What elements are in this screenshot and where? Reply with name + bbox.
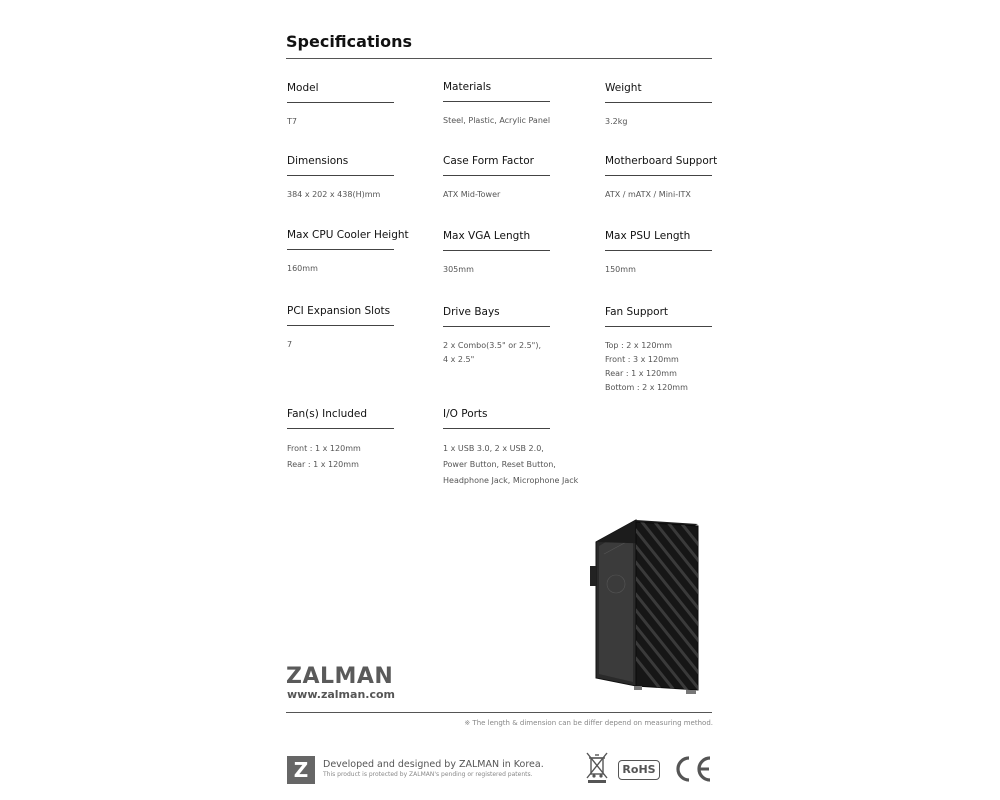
spec-value: 384 x 202 x 438(H)mm (287, 190, 381, 199)
spec-fan-support (605, 304, 765, 395)
spec-label: I/O Ports (443, 408, 488, 420)
spec-divider (605, 102, 712, 103)
spec-motherboard-support (605, 153, 765, 202)
spec-divider (443, 428, 550, 429)
spec-max-cpu-cooler-height (287, 227, 447, 276)
spec-label: Fan Support (605, 306, 669, 318)
spec-value: T7 (287, 117, 297, 126)
spec-divider (605, 250, 712, 251)
spec-value: Steel, Plastic, Acrylic Panel (443, 116, 551, 125)
spec-value: 3.2kg (605, 117, 628, 126)
spec-label: Max PSU Length (605, 230, 691, 242)
website-url[interactable]: www.zalman.com (287, 688, 395, 701)
spec-value: 7 (287, 340, 293, 349)
spec-value: 150mm (605, 265, 636, 274)
measurement-note: ※ The length & dimension can be differ depend on measuring method. (464, 719, 713, 727)
zalman-z-logo: Z (287, 756, 315, 784)
weee-bin-icon (586, 752, 608, 784)
spec-label: Weight (605, 82, 642, 94)
spec-divider (443, 250, 550, 251)
spec-value: ATX Mid-Tower (443, 190, 501, 199)
spec-divider (443, 101, 550, 102)
developed-by-text: Developed and designed by ZALMAN in Korea. (323, 759, 544, 770)
rohs-icon: RoHS (618, 760, 660, 780)
spec-divider (287, 249, 394, 250)
spec-max-psu-length (605, 228, 765, 277)
spec-label: Max VGA Length (443, 230, 531, 242)
spec-divider (605, 175, 712, 176)
spec-label: Drive Bays (443, 306, 500, 318)
spec-divider (287, 175, 394, 176)
spec-divider (287, 428, 394, 429)
spec-value: 2 x Combo(3.5" or 2.5"), 4 x 2.5" (443, 341, 542, 364)
spec-label: Motherboard Support (605, 155, 718, 167)
spec-dimensions (287, 153, 447, 202)
spec-label: Case Form Factor (443, 155, 534, 167)
spec-max-vga-length (443, 228, 603, 277)
spec-label: Max CPU Cooler Height (287, 229, 409, 241)
spec-fans-included (287, 406, 447, 473)
spec-divider (605, 326, 712, 327)
zalman-logo: ZALMAN (286, 664, 394, 689)
spec-divider (443, 175, 550, 176)
title-divider (286, 58, 712, 59)
spec-value: ATX / mATX / Mini-ITX (605, 190, 691, 199)
spec-value: 160mm (287, 264, 318, 273)
spec-model (287, 80, 447, 129)
spec-pci-expansion-slots (287, 303, 447, 352)
spec-label: Dimensions (287, 155, 349, 167)
spec-label: Materials (443, 81, 492, 93)
ce-mark-icon (672, 754, 714, 784)
footer-divider (286, 712, 712, 713)
spec-label: Fan(s) Included (287, 408, 368, 420)
spec-case-form-factor (443, 153, 603, 202)
spec-weight (605, 80, 765, 129)
spec-divider (287, 102, 394, 103)
spec-value: 1 x USB 3.0, 2 x USB 2.0, Power Button, Reset Button, Headphone Jack, Microphone Jack (443, 444, 579, 485)
spec-materials (443, 79, 603, 128)
spec-divider (443, 326, 550, 327)
spec-label: Model (287, 82, 319, 94)
pc-case-image (586, 514, 706, 696)
spec-label: PCI Expansion Slots (287, 305, 391, 317)
spec-value: 305mm (443, 265, 474, 274)
spec-value: Front : 1 x 120mm Rear : 1 x 120mm (287, 444, 361, 469)
spec-io-ports (443, 406, 603, 489)
spec-value: Top : 2 x 120mm Front : 3 x 120mm Rear : 1 x 120mm Bottom : 2 x 120mm (605, 341, 688, 392)
spec-divider (287, 325, 394, 326)
spec-drive-bays (443, 304, 603, 367)
patent-text: This product is protected by ZALMAN's pending or registered patents. (323, 771, 533, 778)
page-title: Specifications (286, 32, 412, 51)
